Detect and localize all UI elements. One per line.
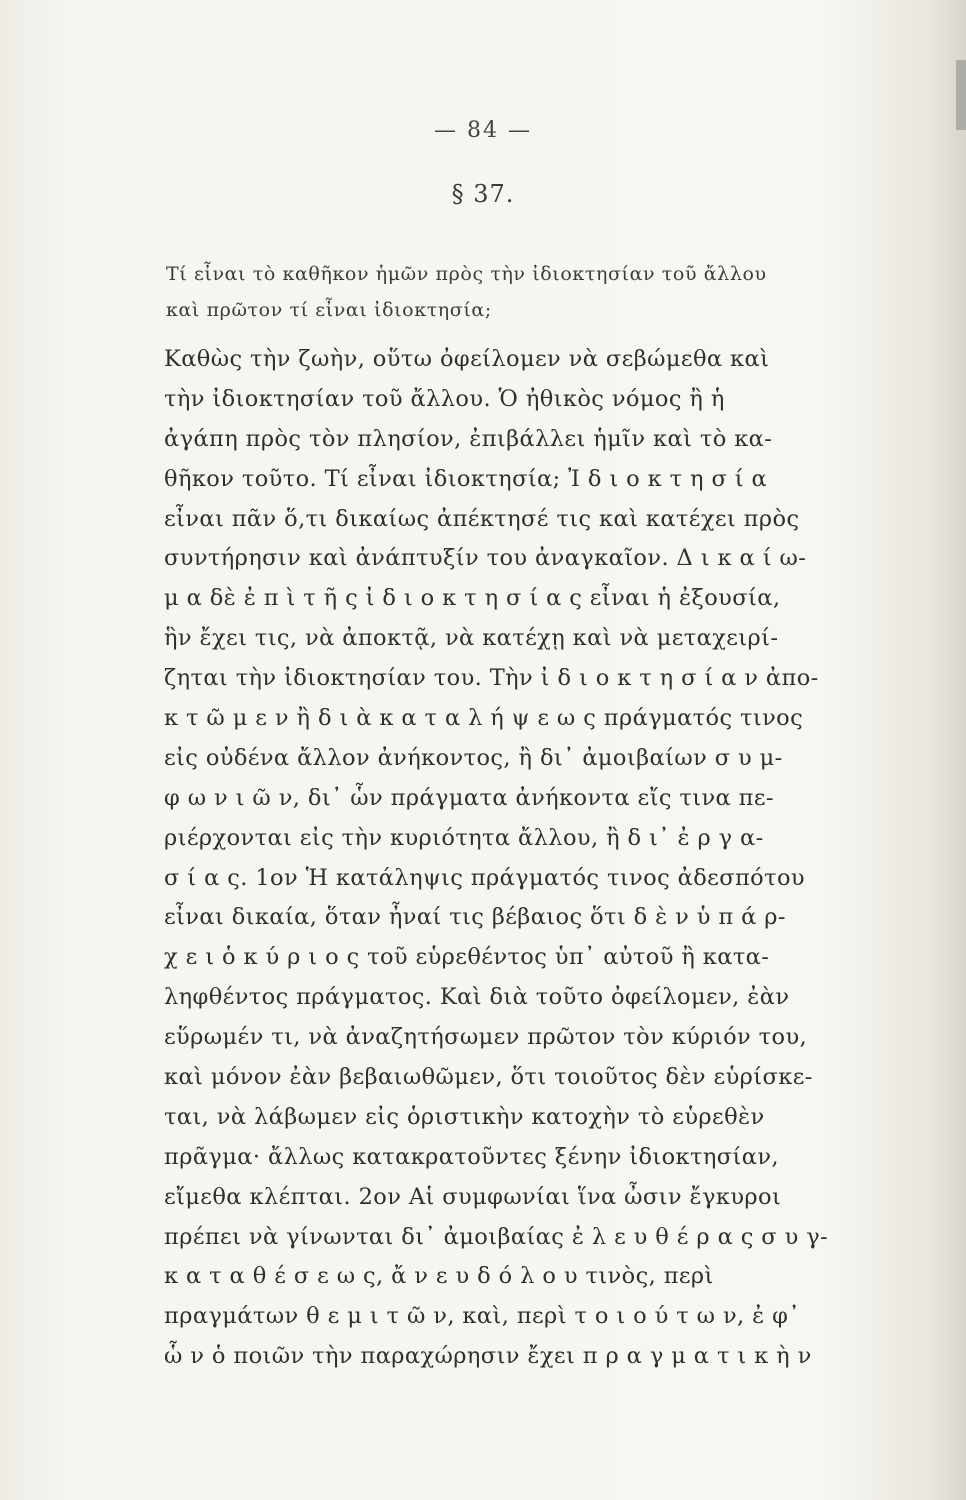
body-line: χ ε ι ὁ κ ύ ρ ι ο ς τοῦ εὑρεθέντος ὑπ᾽ αὐτοῦ ἢ κατα- xyxy=(164,944,770,971)
question-line: Τί εἶναι τὸ καθῆκον ἡμῶν πρὸς τὴν ἰδιοκτησίαν τοῦ ἄλλου xyxy=(166,263,767,285)
body-line: μ α δὲ ἐ π ὶ τ ῆ ς ἰ δ ι ο κ τ η σ ί α ς εἶναι ἡ ἐξουσία, xyxy=(164,585,781,612)
page-number: — 84 — xyxy=(434,118,532,143)
body-line: ριέρχονται εἰς τὴν κυριότητα ἄλλου, ἢ δ ι᾽ ἐ ρ γ α- xyxy=(164,824,764,851)
body-line: πρᾶγμα· ἄλλως κατακρατοῦντες ξένην ἰδιοκτησίαν, xyxy=(164,1143,779,1170)
body-line: συντήρησιν καὶ ἀνάπτυξίν του ἀναγκαῖον. Δ ι κ α ί ω- xyxy=(164,545,807,572)
body-line: εἰς οὐδένα ἄλλον ἀνήκοντος, ἢ δι᾽ ἀμοιβαίων σ υ μ- xyxy=(164,744,783,771)
body-line: κ τ ῶ μ ε ν ἢ δ ι ὰ κ α τ α λ ή ψ ε ω ς πράγματός τινος xyxy=(164,705,804,732)
body-line: ἀγάπη πρὸς τὸν πλησίον, ἐπιβάλλει ἡμῖν καὶ τὸ κα- xyxy=(164,425,773,452)
body-line: ἣν ἔχει τις, νὰ ἀποκτᾷ, νὰ κατέχῃ καὶ νὰ μεταχειρί- xyxy=(164,625,779,652)
body-line: σ ί α ς. 1ον Ἡ κατάληψις πράγματός τινος ἀδεσπότου xyxy=(164,864,805,891)
body-line: φ ω ν ι ῶ ν, δι᾽ ὧν πράγματα ἀνήκοντα εἴς τινα πε- xyxy=(164,784,774,811)
body-line: ται, νὰ λάβωμεν εἰς ὁριστικὴν κατοχὴν τὸ εὑρεθὲν xyxy=(164,1103,765,1130)
body-line: ληφθέντος πράγματος. Καὶ διὰ τοῦτο ὀφείλομεν, ἐὰν xyxy=(164,984,790,1011)
section-heading: § 37. xyxy=(451,180,515,208)
body-line: καὶ μόνον ἐὰν βεβαιωθῶμεν, ὅτι τοιοῦτος δὲν εὑρίσκε- xyxy=(164,1064,813,1091)
body-line: ὧ ν ὁ ποιῶν τὴν παραχώρησιν ἔχει π ρ α γ μ α τ ι κ ὴ ν xyxy=(164,1343,812,1370)
body-line: εἴμεθα κλέπται. 2ον Αἱ συμφωνίαι ἵνα ὦσιν ἔγκυροι xyxy=(164,1183,782,1210)
body-line: κ α τ α θ έ σ ε ω ς, ἄ ν ε υ δ ό λ ο υ τινὸς, περὶ xyxy=(164,1263,714,1290)
question-line: καὶ πρῶτον τί εἶναι ἰδιοκτησία; xyxy=(166,299,492,321)
section-question xyxy=(166,256,878,328)
body-text xyxy=(164,340,880,1377)
body-line: πραγμάτων θ ε μ ι τ ῶ ν, καὶ, περὶ τ ο ι ο ύ τ ω ν, ἐ φ᾽ xyxy=(164,1303,800,1330)
body-line: πρέπει νὰ γίνωνται δι᾽ ἀμοιβαίας ἐ λ ε υ θ έ ρ α ς σ υ γ- xyxy=(164,1223,829,1250)
body-line: ζηται τὴν ἰδιοκτησίαν του. Τὴν ἰ δ ι ο κ τ η σ ί α ν ἀπο- xyxy=(164,665,819,692)
body-line: εἶναι δικαία, ὅταν ἦναί τις βέβαιος ὅτι δ ὲ ν ὑ π ά ρ- xyxy=(164,904,786,931)
body-line: Καθὼς τὴν ζωὴν, οὕτω ὀφείλομεν νὰ σεβώμεθα καὶ xyxy=(164,346,770,372)
body-line: θῆκον τοῦτο. Τί εἶναι ἰδιοκτησία; Ἰ δ ι ο κ τ η σ ί α xyxy=(164,465,768,492)
body-line: εἶναι πᾶν ὅ,τι δικαίως ἀπέκτησέ τις καὶ κατέχει πρὸς xyxy=(164,505,800,532)
body-line: τὴν ἰδιοκτησίαν τοῦ ἄλλου. Ὁ ἠθικὸς νόμος ἢ ἡ xyxy=(164,385,725,412)
body-line: εὕρωμέν τι, νὰ ἀναζητήσωμεν πρῶτον τὸν κύριόν του, xyxy=(164,1024,808,1051)
